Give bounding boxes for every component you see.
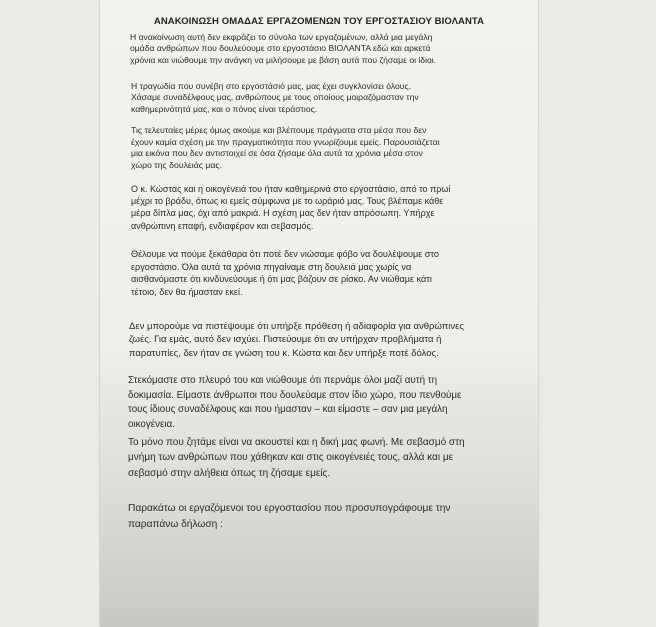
text-line: μια εικόνα που δεν αντιστοιχεί σε όσα ζήσαμε όλα αυτά τα χρόνια μέσα στον: [131, 148, 423, 159]
text-line: ανθρώπινη επαφή, ενδιαφέρον και σεβασμός.: [131, 220, 314, 231]
text-line: Στεκόμαστε στο πλευρό του και νιώθουμε ότι περνάμε όλοι μαζί αυτή τη: [128, 375, 438, 386]
text-line: εργοστάσιο. Όλα αυτά τα χρόνια πηγαίναμε στη δουλειά μας χωρίς να: [131, 261, 412, 272]
text-line: Θέλουμε να πούμε ξεκάθαρα ότι ποτέ δεν νιώσαμε φόβο να δουλέψουμε στο: [131, 249, 439, 259]
text-line: Δεν μπορούμε να πιστέψουμε ότι υπήρξε πρόθεση ή αδιαφορία για ανθρώπινες: [129, 321, 464, 332]
text-line: χώρο της δουλειάς μας.: [131, 159, 222, 170]
text-line: αισθανόμαστε ότι κινδυνεύουμε ή ότι μας βάζουν σε ρίσκο. Αν νιώθαμε κάτι: [131, 274, 432, 285]
text-line: Το μόνο που ζητάμε είναι να ακουστεί και η δική μας φωνή. Με σεβασμό στη: [128, 437, 465, 448]
text-line: μέρα δίπλα μας, όχι από μακριά. Η σχέση μας δεν ήταν απρόσωπη. Υπήρχε: [131, 208, 435, 219]
text-line: μέχρι το βράδυ, όπως κι εμείς σύμφωνα με το ωράριό μας. Τους βλέπαμε κάθε: [131, 196, 444, 207]
paragraph-media: [131, 125, 440, 171]
text-line: ομάδα ανθρώπων που δουλεύουμε στο εργοστάσιο ΒΙΟΛΑΝΤΑ εδώ και αρκετά: [130, 43, 431, 54]
text-line: παραπάνω δήλωση :: [128, 519, 223, 531]
text-line: έχουν καμία σχέση με την πραγματικότητα που γνωρίζουμε εμείς. Παρουσιάζεται: [131, 136, 440, 147]
text-line: παρατυπίες, δεν ήταν σε γνώση του κ. Κώστα και δεν υπήρξε ποτέ δόλος.: [129, 347, 439, 359]
paragraph-support: [128, 374, 461, 432]
text-line: ζωές. Για εμάς, αυτό δεν ισχύει. Πιστεύουμε ότι αν υπήρχαν προβλήματα ή: [129, 334, 442, 346]
text-line: Η τραγωδία που συνέβη στο εργοστάσιό μας, μας έχει συγκλονίσει όλους.: [131, 81, 412, 91]
paragraph-tragedy: [131, 81, 419, 115]
text-line: χρόνια και νιώθουμε την ανάγκη να μιλήσουμε με βάση αυτά που ζήσαμε οι ίδιοι.: [130, 54, 437, 65]
paragraph-owner: [131, 183, 450, 232]
text-line: δοκιμασία. Είμαστε άνθρωποι που δουλεύαμε στον ίδιο χώρο, που πενθούμε: [128, 389, 462, 401]
paragraph-intent: [129, 320, 464, 360]
paragraph-voice: [128, 435, 465, 481]
text-line: Παρακάτω οι εργαζόμενοι του εργοστασίου που προσυπογράφουμε την: [128, 503, 451, 514]
paragraph-signatures: [128, 501, 451, 533]
paragraph-intro: [130, 32, 436, 66]
text-line: τους ίδιους συναδέλφους και που ήμασταν – και είμαστε – σαν μια μεγάλη: [128, 404, 448, 416]
text-line: οικογένεια.: [128, 418, 175, 430]
text-line: καθημερινότητά μας, και ο πόνος είναι τεράστιος.: [131, 103, 318, 114]
document-title: ΑΝΑΚΟΙΝΩΣΗ ΟΜΑΔΑΣ ΕΡΓΑΖΟΜΕΝΩΝ ΤΟΥ ΕΡΓΟΣΤΑΣΙΟΥ ΒΙΟΛΑΝΤΑ: [153, 16, 485, 27]
paragraph-safety: [131, 248, 439, 298]
text-line: Η ανακοίνωση αυτή δεν εκφράζει το σύνολο των εργαζομένων, αλλά μια μεγάλη: [130, 32, 433, 42]
text-line: σεβασμό στην αλήθεια όπως τη ζήσαμε εμείς.: [128, 467, 331, 479]
text-line: Ο κ. Κώστας και η οικογένειά του ήταν καθημερινά στο εργοστάσιο, από το πρωί: [131, 184, 451, 194]
text-line: Χάσαμε συναδέλφους μας, ανθρώπους με τους οποίους μοιραζόμασταν την: [131, 92, 419, 103]
text-line: μνήμη των ανθρώπων που χάθηκαν και στις οικογένειές τους, αλλά και με: [128, 452, 454, 464]
document-sheet: [100, 0, 538, 627]
text-line: τέτοιο, δεν θα ήμασταν εκεί.: [131, 286, 243, 297]
text-line: Τις τελευταίες μέρες όμως ακούμε και βλέπουμε πράγματα στα μέσα που δεν: [131, 125, 427, 135]
